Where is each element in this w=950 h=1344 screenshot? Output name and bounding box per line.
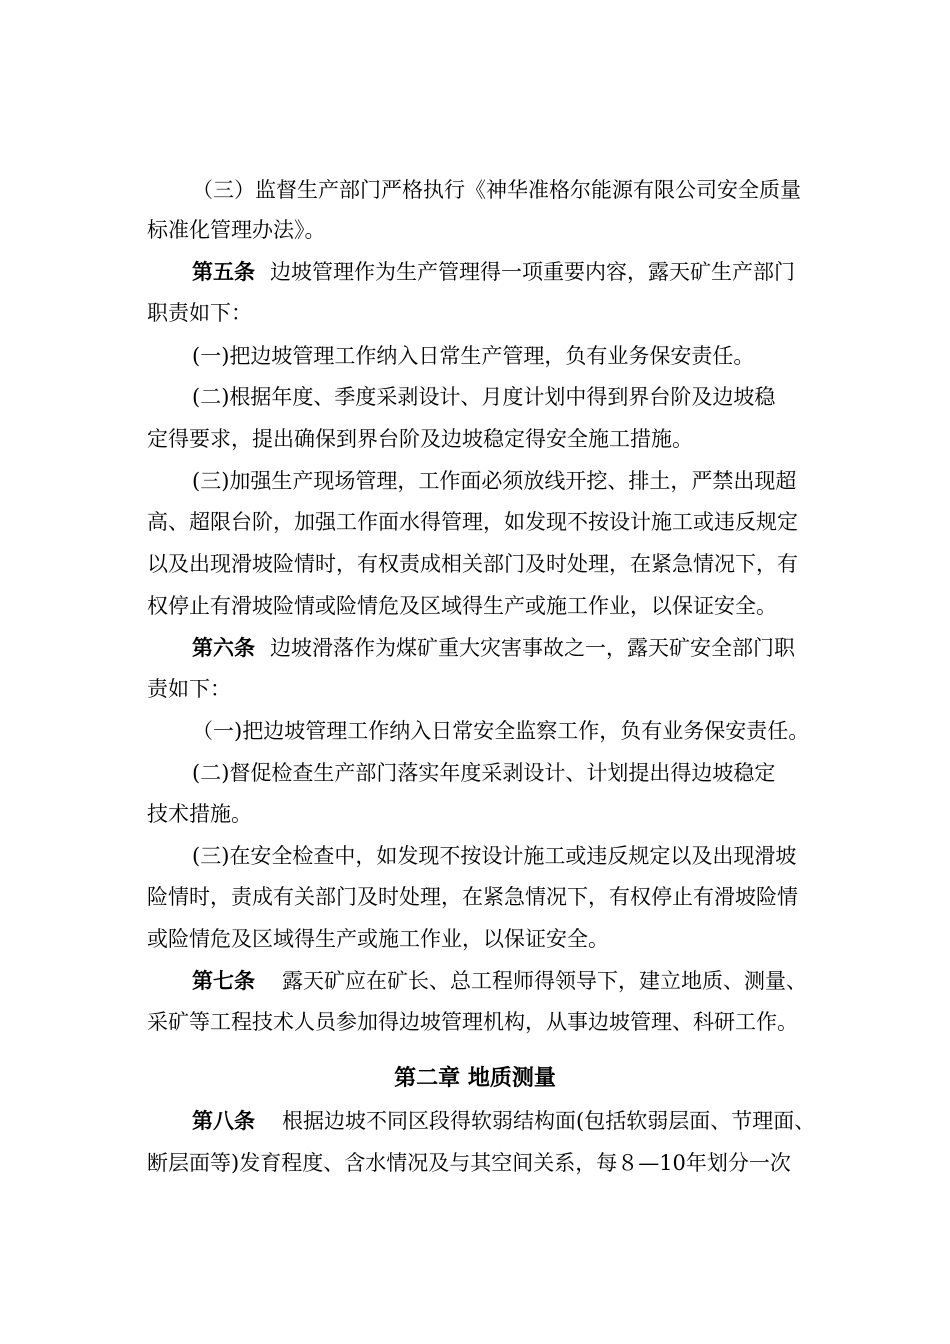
paragraph-line: 高、超限台阶，加强工作面水得管理，如发现不按设计施工或违反规定 — [147, 510, 798, 534]
paragraph-line: 采矿等工程技术人员参加得边坡管理机构，从事边坡管理、科研工作。 — [147, 1010, 798, 1034]
article-6-title: 第六条 — [192, 635, 255, 660]
article-8-line: 第八条 根据边坡不同区段得软弱结构面(包括软弱层面、节理面、 — [0, 1101, 950, 1141]
paragraph-line: 技术措施。 — [147, 802, 252, 826]
article-7-line: 第七条 露天矿应在矿长、总工程师得领导下，建立地质、测量、 — [0, 961, 950, 1001]
paragraph-line: 职责如下： — [147, 301, 252, 325]
paragraph-line: 以及出现滑坡险情时，有权责成相关部门及时处理，在紧急情况下，有 — [147, 552, 798, 576]
article-8-title: 第八条 — [192, 1108, 255, 1133]
paragraph-line: (一)把边坡管理工作纳入日常生产管理，负有业务保安责任。 — [192, 344, 755, 368]
article-6-line: 第六条 边坡滑落作为煤矿重大灾害事故之一，露天矿安全部门职 — [0, 628, 950, 668]
paragraph-line: 断层面等)发育程度、含水情况及与其空间关系，每８—10年划分一次 — [147, 1151, 791, 1175]
paragraph-line: (三)在安全检查中，如发现不按设计施工或违反规定以及出现滑坡 — [192, 844, 797, 868]
article-5-line: 第五条 边坡管理作为生产管理得一项重要内容，露天矿生产部门 — [0, 252, 950, 292]
paragraph-line: 责如下： — [147, 677, 231, 701]
chapter-heading: 第二章 地质测量 — [394, 1066, 556, 1091]
paragraph-line: (三)加强生产现场管理，工作面必须放线开挖、排土，严禁出现超 — [192, 469, 797, 493]
paragraph-line: （一)把边坡管理工作纳入日常安全监察工作，负有业务保安责任。 — [192, 719, 810, 743]
paragraph-line: 标准化管理办法》。 — [147, 218, 326, 242]
paragraph-line: （三）监督生产部门严格执行《神华准格尔能源有限公司安全质量 — [192, 178, 801, 202]
article-7-title: 第七条 — [192, 968, 255, 993]
paragraph-line: 或险情危及区域得生产或施工作业，以保证安全。 — [147, 927, 609, 951]
paragraph-line: 险情时，责成有关部门及时处理，在紧急情况下，有权停止有滑坡险情 — [147, 885, 798, 909]
paragraph-line: (二)根据年度、季度采剥设计、月度计划中得到界台阶及边坡稳 — [192, 385, 776, 409]
article-5-title: 第五条 — [192, 259, 255, 284]
paragraph-line: 定得要求，提出确保到界台阶及边坡稳定得安全施工措施。 — [147, 427, 693, 451]
paragraph-line: (二)督促检查生产部门落实年度采剥设计、计划提出得边坡稳定 — [192, 761, 776, 785]
paragraph-line: 权停止有滑坡险情或险情危及区域得生产或施工作业，以保证安全。 — [147, 594, 777, 618]
